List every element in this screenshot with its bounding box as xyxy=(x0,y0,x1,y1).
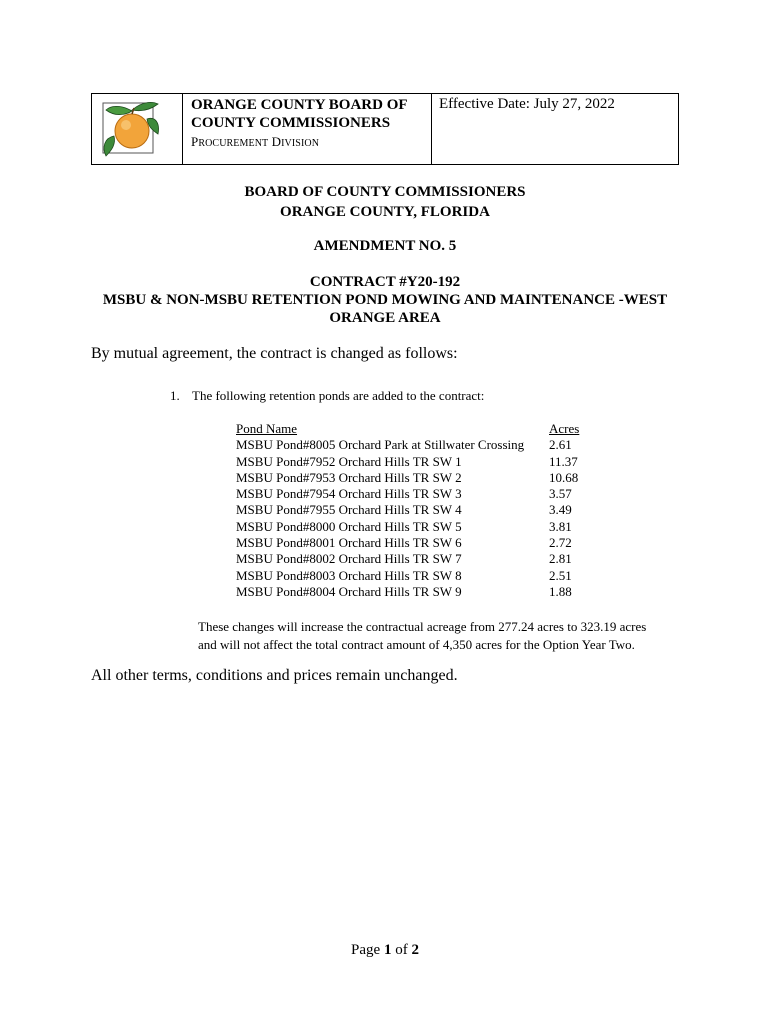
table-row xyxy=(236,502,579,518)
list-number: 1. xyxy=(170,388,180,403)
org-name-line1: ORANGE COUNTY BOARD OF xyxy=(191,97,408,113)
table-row xyxy=(236,519,579,535)
org-title-cell xyxy=(183,94,432,164)
contract-number: CONTRACT #Y20-192 xyxy=(309,274,461,290)
effective-date: Effective Date: July 27, 2022 xyxy=(439,96,615,112)
table-row xyxy=(236,551,579,567)
closing-text: All other terms, conditions and prices remain unchanged. xyxy=(91,667,458,684)
pond-name-header: Pond Name xyxy=(236,421,298,436)
pond-acres-cell: 2.51 xyxy=(549,567,572,583)
pond-acres-cell: 2.72 xyxy=(549,535,572,551)
amendment-title: AMENDMENT NO. 5 xyxy=(313,238,457,254)
pond-acres-cell: 1.88 xyxy=(549,583,572,599)
pond-acres-cell: 2.81 xyxy=(549,551,572,567)
pond-acres-cell: 2.61 xyxy=(549,437,572,453)
ponds-table xyxy=(236,421,579,600)
ponds-table-body xyxy=(236,437,579,600)
pond-name-cell: MSBU Pond#8003 Orchard Hills TR SW 8 xyxy=(236,567,462,583)
note-line1: These changes will increase the contractual acreage from 277.24 acres to 323.19 acres xyxy=(198,619,647,634)
contract-description-line1: MSBU & NON-MSBU RETENTION POND MOWING AND MAINTENANCE -WEST xyxy=(102,292,668,308)
acres-header: Acres xyxy=(549,421,580,436)
board-title: BOARD OF COUNTY COMMISSIONERS xyxy=(244,184,526,200)
table-row xyxy=(236,568,579,584)
pond-name-cell: MSBU Pond#8005 Orchard Park at Stillwater Crossing xyxy=(236,437,525,453)
pond-acres-cell: 10.68 xyxy=(549,469,579,485)
pond-acres-cell: 11.37 xyxy=(549,453,578,469)
table-row xyxy=(236,470,579,486)
pond-name-cell: MSBU Pond#7952 Orchard Hills TR SW 1 xyxy=(236,453,462,469)
pond-name-cell: MSBU Pond#8000 Orchard Hills TR SW 5 xyxy=(236,518,462,534)
list-item xyxy=(170,388,484,404)
pond-name-cell: MSBU Pond#7953 Orchard Hills TR SW 2 xyxy=(236,469,462,485)
table-row xyxy=(236,584,579,600)
page-footer: Page 1 of 2 xyxy=(351,942,419,958)
pond-name-cell: MSBU Pond#7955 Orchard Hills TR SW 4 xyxy=(236,502,462,518)
county-title: ORANGE COUNTY, FLORIDA xyxy=(280,204,490,220)
pond-acres-cell: 3.57 xyxy=(549,486,572,502)
pond-name-cell: MSBU Pond#8004 Orchard Hills TR SW 9 xyxy=(236,583,462,599)
table-row xyxy=(236,454,579,470)
pond-name-cell: MSBU Pond#8001 Orchard Hills TR SW 6 xyxy=(236,535,462,551)
org-name-line2: COUNTY COMMISSIONERS xyxy=(191,115,391,131)
intro-text: By mutual agreement, the contract is changed as follows: xyxy=(91,345,458,362)
division-name: PROCUREMENT DIVISION xyxy=(191,134,320,149)
county-logo xyxy=(92,94,183,164)
pond-acres-cell: 3.81 xyxy=(549,518,572,534)
pond-name-cell: MSBU Pond#8002 Orchard Hills TR SW 7 xyxy=(236,551,462,567)
note-line2: and will not affect the total contract amount of 4,350 acres for the Option Year Two. xyxy=(198,637,635,652)
acreage-note xyxy=(198,618,678,654)
table-row xyxy=(236,486,579,502)
contract-description-line2: ORANGE AREA xyxy=(329,310,441,326)
pond-acres-cell: 3.49 xyxy=(549,502,572,518)
list-text: The following retention ponds are added to the contract: xyxy=(192,388,485,403)
table-header-row xyxy=(236,421,579,437)
orange-logo-icon xyxy=(92,94,182,164)
table-row xyxy=(236,535,579,551)
document-header xyxy=(91,93,679,165)
table-row xyxy=(236,437,579,453)
pond-name-cell: MSBU Pond#7954 Orchard Hills TR SW 3 xyxy=(236,486,462,502)
